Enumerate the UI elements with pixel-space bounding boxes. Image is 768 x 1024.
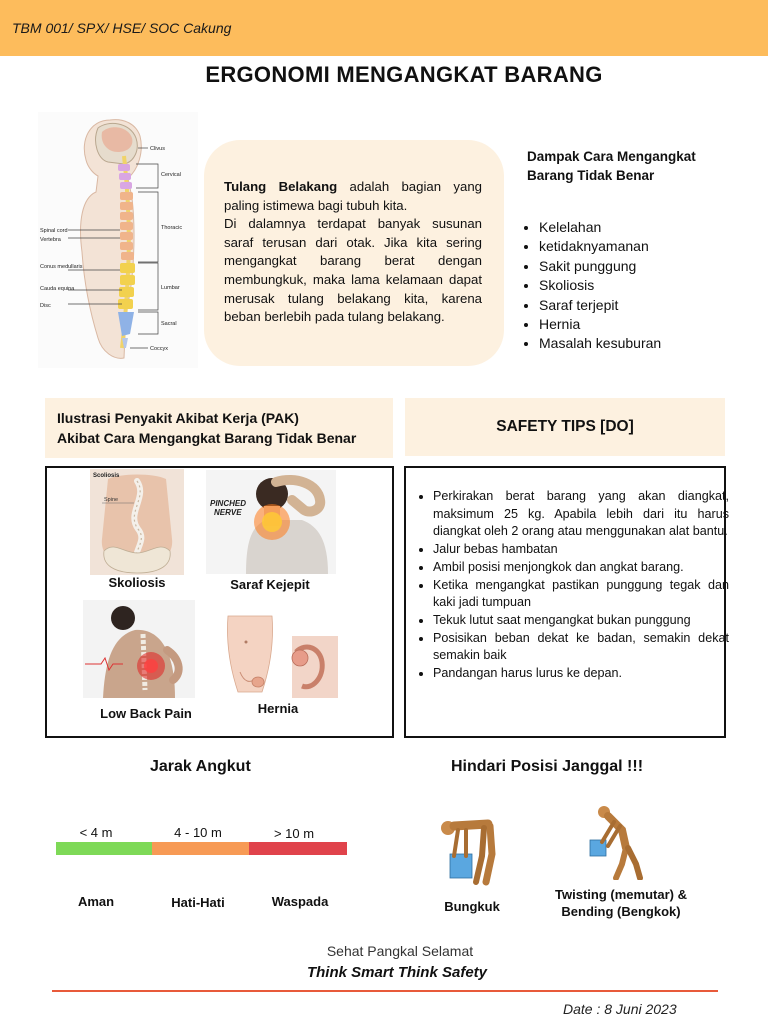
description-term: Tulang Belakang <box>224 179 338 194</box>
twisting-posture-figure <box>586 804 646 880</box>
pinched-tag-2: NERVE <box>214 508 242 517</box>
low-back-pain-illustration <box>83 600 195 698</box>
spine-label-cauda: Cauda equina <box>40 286 75 292</box>
label-low-back-pain: Low Back Pain <box>100 706 192 721</box>
label-saraf-kejepit: Saraf Kejepit <box>230 577 310 592</box>
pinched-nerve-illustration <box>206 470 336 574</box>
safety-tips-header: SAFETY TIPS [DO] <box>405 398 725 456</box>
awkward-posture-title: Hindari Posisi Janggal !!! <box>451 758 644 775</box>
impact-list <box>525 218 661 354</box>
scoliosis-illustration <box>90 469 184 575</box>
spine-label-spinal-cord: Spinal cord <box>40 228 68 234</box>
label-twisting-line-1: Twisting (memutar) & <box>555 887 687 902</box>
safety-tip-item: • Posisikan beban dekat ke badan, semakin dekat semakin baik <box>433 630 729 665</box>
impact-item: • Saraf terjepit <box>539 296 661 315</box>
spine-tag: Spine <box>104 497 119 503</box>
impact-item: • Hernia <box>539 315 661 334</box>
bending-posture-figure <box>436 816 506 886</box>
impact-title: Dampak Cara Mengangkat Barang Tidak Benar <box>527 149 696 183</box>
range-label-long: > 10 m <box>273 826 315 841</box>
label-skoliosis: Skoliosis <box>108 575 166 590</box>
label-twisting-line-2: Bending (Bengkok) <box>561 904 681 919</box>
safety-tip-item: • Jalur bebas hambatan <box>433 541 729 559</box>
impact-item: • Skoliosis <box>539 276 661 295</box>
spine-label-coccyx: Coccyx <box>150 346 169 352</box>
spine-illustration <box>38 112 198 368</box>
safety-tip-item: • Pandangan harus lurus ke depan. <box>433 665 729 683</box>
document-date: Date : 8 Juni 2023 <box>563 1001 677 1017</box>
spine-label-thoracic: Thoracic <box>161 225 183 231</box>
pak-header <box>45 398 393 458</box>
description-intro: adalah bagian yang paling istimewa bagi tubuh kita. <box>224 179 483 213</box>
label-hernia: Hernia <box>257 701 299 716</box>
description-card <box>204 140 504 366</box>
jarak-angkut-title: Jarak Angkut <box>150 758 251 775</box>
range-label-short: < 4 m <box>79 825 113 840</box>
safety-tip-item: • Ketika mengangkat pastikan punggung tegak dan kaki jadi tumpuan <box>433 577 729 612</box>
zone-label-aman: Aman <box>77 894 115 909</box>
impact-item: • ketidaknyamanan <box>539 237 661 256</box>
document-code: TBM 001/ SPX/ HSE/ SOC Cakung <box>12 20 232 36</box>
hernia-illustration <box>222 612 338 702</box>
label-twisting <box>546 886 696 920</box>
spine-label-conus: Conus medullaris <box>40 264 83 270</box>
impact-item: • Kelelahan <box>539 218 661 237</box>
footer-divider <box>52 990 718 992</box>
footer-slogan: Think Smart Think Safety <box>306 964 488 981</box>
footer-subtitle: Sehat Pangkal Selamat <box>326 943 474 959</box>
spine-label-clivus: Clivus <box>150 146 165 152</box>
scoliosis-tag: Scoliosis <box>93 473 120 479</box>
distance-bar-caution <box>152 842 249 855</box>
spine-label-vertebra: Vertebra <box>40 237 61 243</box>
spine-label-sacral: Sacral <box>161 321 177 327</box>
spine-label-lumbar: Lumbar <box>161 285 180 291</box>
safety-tips-list <box>420 488 729 683</box>
impact-item: • Sakit punggung <box>539 257 661 276</box>
page-title: ERGONOMI MENGANGKAT BARANG <box>205 62 603 87</box>
description-body: Di dalamnya terdapat banyak susunan saraf terusan dari otak. Jika kita sering mengangkat barang berat dengan membungkuk, maka lama kelamaan dapat merusak tulang belakang kita, karena beban berlebih pada tulang belakang. <box>224 216 482 325</box>
impact-item: • Masalah kesuburan <box>539 334 661 353</box>
pinched-tag-1: PINCHED <box>210 499 247 508</box>
zone-label-hati-hati: Hati-Hati <box>171 895 225 910</box>
label-bungkuk: Bungkuk <box>444 899 500 914</box>
pak-line-2: Akibat Cara Mengangkat Barang Tidak Benar <box>57 429 357 446</box>
spine-label-cervical: Cervical <box>161 172 181 178</box>
range-label-medium: 4 - 10 m <box>174 825 222 840</box>
safety-tip-item: • Ambil posisi menjongkok dan angkat barang. <box>433 559 729 577</box>
zone-label-waspada: Waspada <box>271 894 329 909</box>
safety-tip-item: • Tekuk lutut saat mengangkat bukan punggung <box>433 612 729 630</box>
pak-line-1: Ilustrasi Penyakit Akibat Kerja (PAK) <box>57 410 299 426</box>
distance-bar-alert <box>249 842 347 855</box>
safety-tip-item: • Perkirakan berat barang yang akan diangkat, maksimum 25 kg. Apabila lebih dari itu harus diangkat oleh 2 orang atau menggunakan alat bantu. <box>433 488 729 541</box>
distance-bar-safe <box>56 842 152 855</box>
spine-label-disc: Disc <box>40 303 51 309</box>
